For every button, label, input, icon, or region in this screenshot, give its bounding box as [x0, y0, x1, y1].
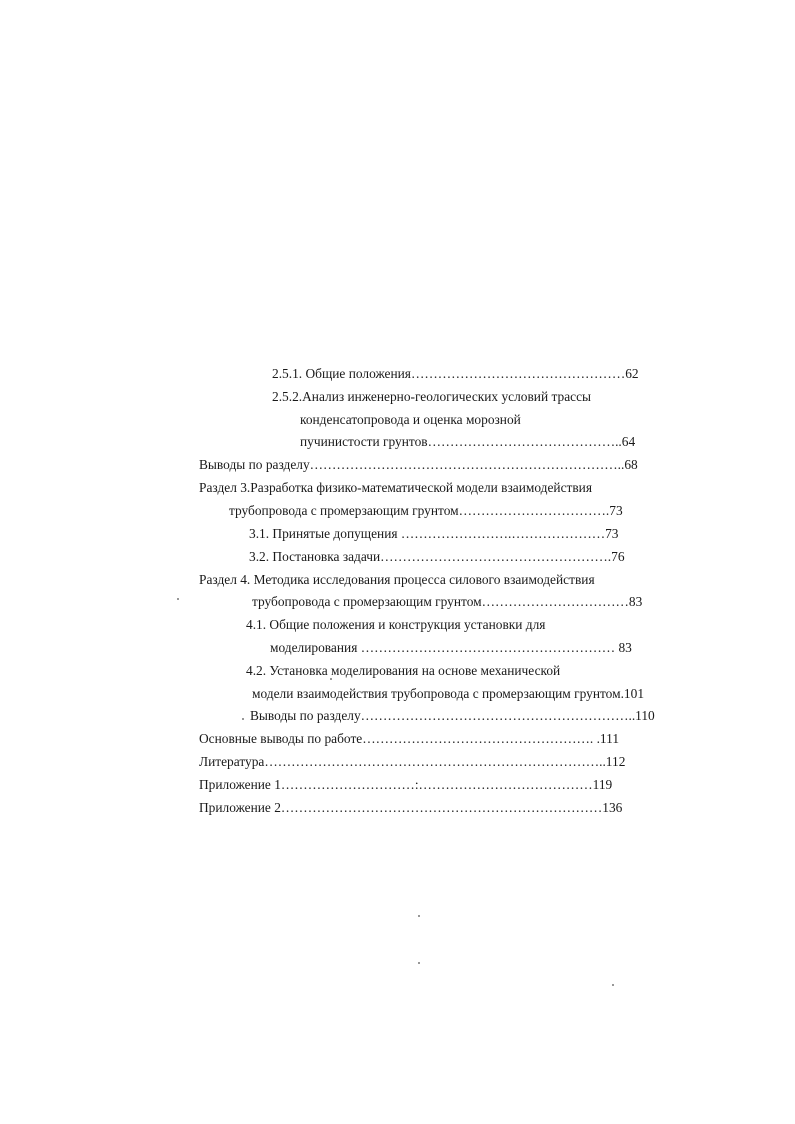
toc-entry-2-5-1: 2.5.1. Общие положения…………………………………………62 [272, 366, 639, 381]
toc-entry-appendix-2: Приложение 2………………………………………………………………136 [199, 800, 623, 815]
toc-entry-literature: Литература…………………………………………………………………..112 [199, 754, 626, 769]
toc-entry-section-4: Раздел 4. Методика исследования процесса силового взаимодействия [199, 572, 595, 587]
toc-entry-appendix-1: Приложение 1…………………………:…………………………………119 [199, 777, 613, 792]
scan-speck [418, 962, 420, 964]
toc-entry-4-2-cont: модели взаимодействия трубопровода с промерзающим грунтом.101 [252, 686, 645, 701]
scan-speck [330, 678, 332, 680]
toc-entry-conclusions-section-4: Выводы по разделу……………………………………………………..110 [250, 708, 655, 723]
toc-entry-3-1: 3.1. Принятые допущения …………………….…………………73 [249, 526, 619, 541]
toc-entry-4-2: 4.2. Установка моделирования на основе механической [246, 663, 561, 678]
toc-entry-2-5-2-cont-1: конденсатопровода и оценка морозной [300, 412, 521, 427]
scan-speck [242, 718, 244, 720]
toc-entry-conclusions-section-2: Выводы по разделу……………………………………………………………..68 [199, 457, 638, 472]
toc-entry-4-1-cont: моделирования ………………………………………………… 83 [270, 640, 632, 655]
scan-speck [177, 598, 179, 600]
toc-entry-2-5-2-cont-2: пучинистости грунтов……………………………………..64 [300, 434, 636, 449]
scan-speck [612, 984, 614, 986]
toc-entry-main-conclusions: Основные выводы по работе……………………………………………. .111 [199, 731, 620, 746]
toc-entry-section-3-cont: трубопровода с промерзающим грунтом…………………………….73 [229, 503, 623, 518]
toc-entry-2-5-2: 2.5.2.Анализ инженерно-геологических условий трассы [272, 389, 592, 404]
toc-entry-section-3: Раздел 3.Разработка физико-математической модели взаимодействия [199, 480, 593, 495]
toc-entry-3-2: 3.2. Постановка задачи…………………………………………….76 [249, 549, 625, 564]
scan-speck [418, 915, 420, 917]
toc-entry-4-1: 4.1. Общие положения и конструкция установки для [246, 617, 546, 632]
toc-entry-section-4-cont: трубопровода с промерзающим грунтом……………………………83 [252, 594, 643, 609]
